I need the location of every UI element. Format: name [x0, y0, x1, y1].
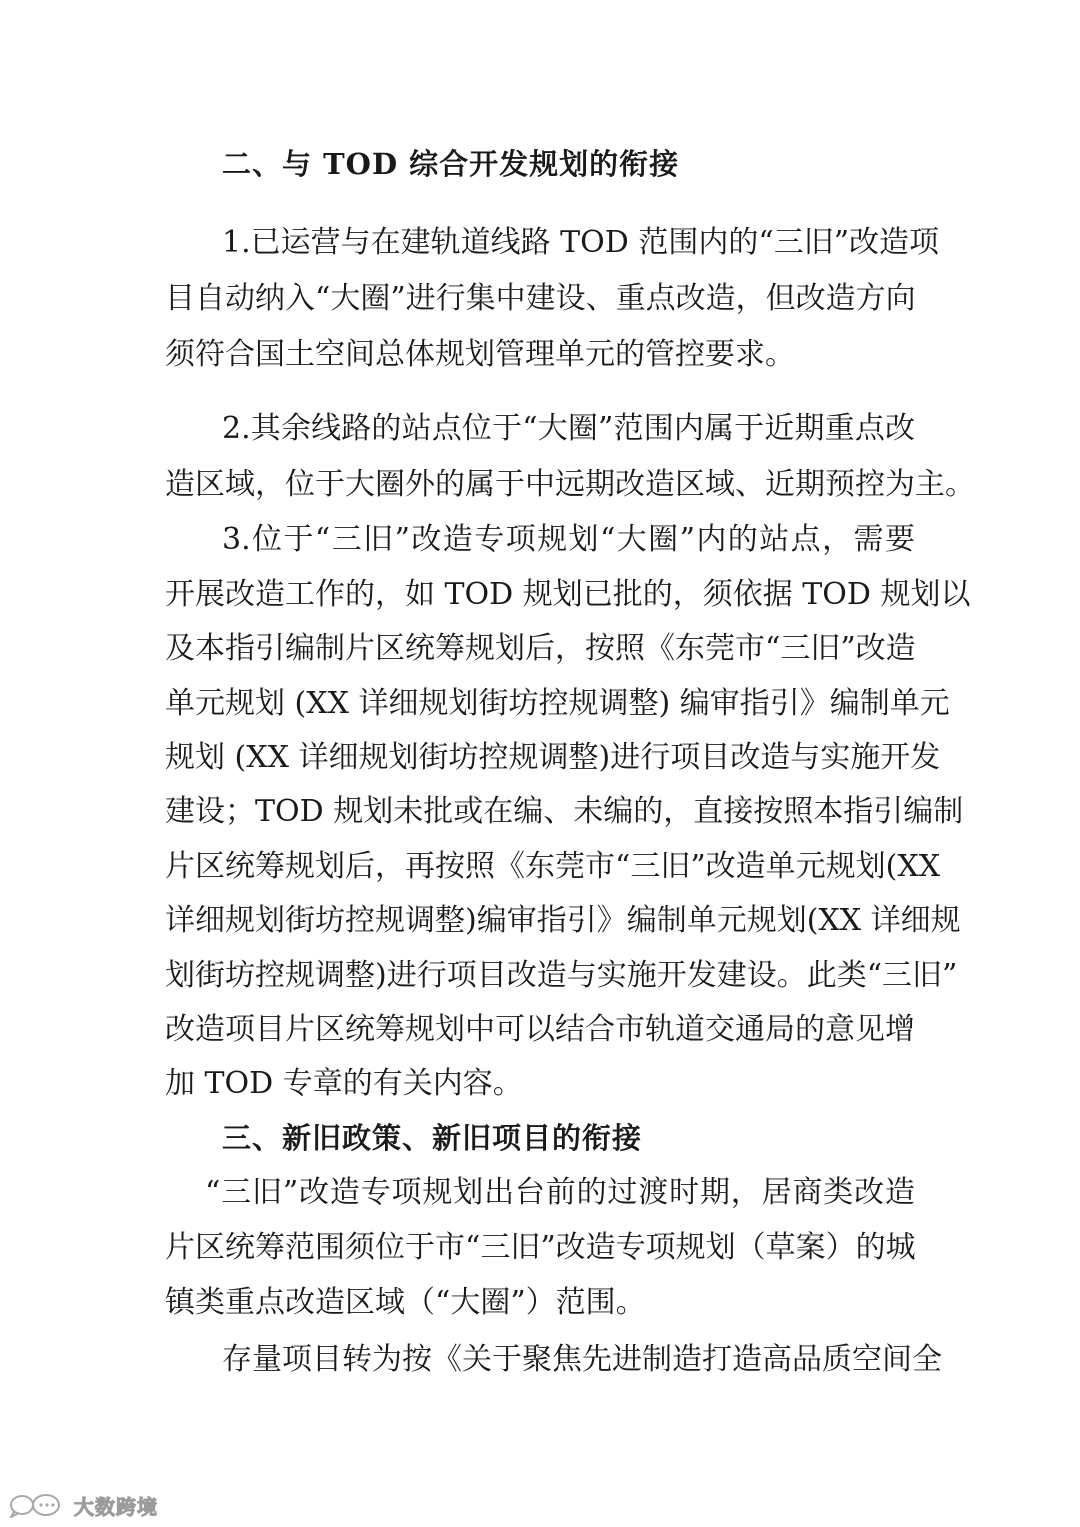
paragraph-line: 造区域，位于大圈外的属于中远期改造区域、近期预控为主。	[165, 467, 975, 502]
section-heading-tod: 二、与 TOD 综合开发规划的衔接	[222, 147, 680, 181]
paragraph-line: 目自动纳入“大圈”进行集中建设、重点改造，但改造方向	[165, 281, 916, 316]
paragraph-line: 存量项目转为按《关于聚焦先进制造打造高品质空间全	[222, 1342, 942, 1377]
paragraph-line: 详细规划街坊控规调整)编审指引》编制单元规划(XX 详细规	[165, 903, 961, 938]
watermark	[8, 1490, 158, 1520]
chat-bubbles-logo-icon	[8, 1492, 68, 1518]
paragraph-line: 片区统筹范围须位于市“三旧”改造专项规划（草案）的城	[165, 1230, 916, 1265]
paragraph-line: 2.其余线路的站点位于“大圈”范围内属于近期重点改	[222, 411, 915, 446]
paragraph-line: 及本指引编制片区统筹规划后，按照《东莞市“三旧”改造	[165, 631, 916, 666]
paragraph-line: 单元规划 (XX 详细规划街坊控规调整) 编审指引》编制单元	[165, 686, 950, 721]
paragraph-line: 1.已运营与在建轨道线路 TOD 范围内的“三旧”改造项	[222, 225, 940, 260]
paragraph-line: 3.位于“三旧”改造专项规划“大圈”内的站点，需要	[222, 522, 915, 557]
paragraph-line: “三旧”改造专项规划出台前的过渡时期，居商类改造	[205, 1175, 915, 1210]
paragraph-line: 划街坊控规调整)进行项目改造与实施开发建设。此类“三旧”	[165, 958, 958, 993]
paragraph-line: 规划 (XX 详细规划街坊控规调整)进行项目改造与实施开发	[165, 740, 941, 775]
paragraph-line: 加 TOD 专章的有关内容。	[165, 1066, 523, 1101]
watermark-text: 大数跨境	[74, 1494, 158, 1519]
paragraph-line: 须符合国土空间总体规划管理单元的管控要求。	[165, 337, 795, 372]
paragraph-line: 改造项目片区统筹规划中可以结合市轨道交通局的意见增	[165, 1012, 915, 1047]
paragraph-line: 开展改造工作的，如 TOD 规划已批的，须依据 TOD 规划以	[165, 577, 971, 612]
paragraph-line: 建设；TOD 规划未批或在编、未编的，直接按照本指引编制	[165, 794, 964, 829]
section-heading-transition: 三、新旧政策、新旧项目的衔接	[222, 1121, 643, 1155]
paragraph-line: 片区统筹规划后，再按照《东莞市“三旧”改造单元规划(XX	[165, 849, 941, 884]
paragraph-line: 镇类重点改造区域（“大圈”）范围。	[165, 1285, 646, 1320]
